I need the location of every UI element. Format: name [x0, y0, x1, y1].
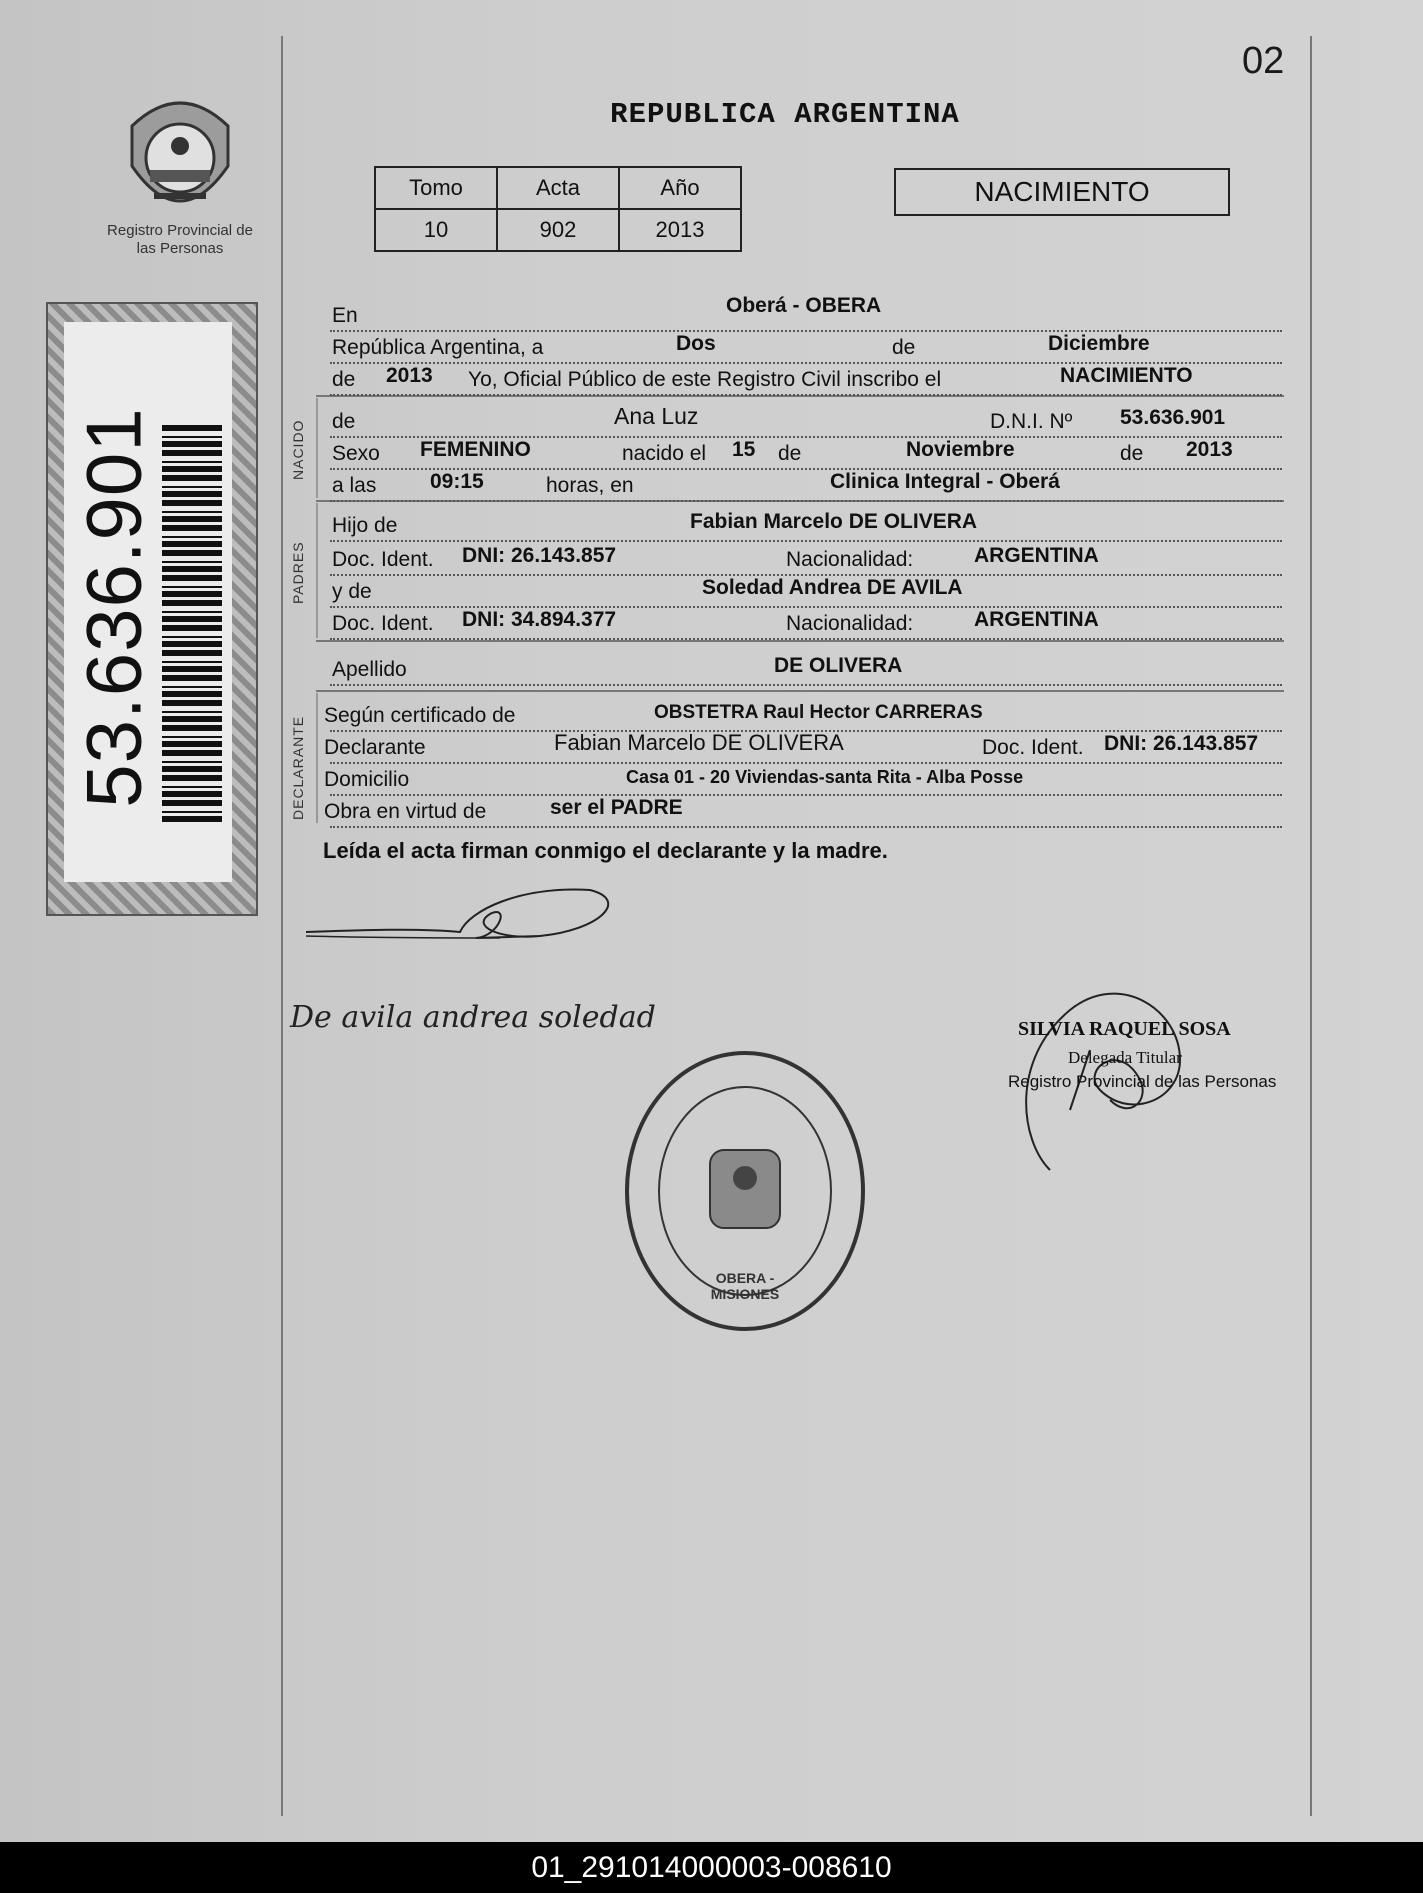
hour-value: 09:15 — [430, 470, 484, 493]
row-sex — [330, 434, 1282, 470]
declarant-signature-icon — [300, 880, 630, 960]
page-number: 02 — [1242, 40, 1285, 82]
father-name: Fabian Marcelo DE OLIVERA — [690, 510, 978, 533]
table-header-row — [375, 167, 741, 209]
birth-year: 2013 — [1186, 438, 1233, 461]
sexo-label: Sexo — [332, 442, 380, 465]
alas-label: a las — [332, 474, 377, 497]
section-bar-declarante — [316, 693, 318, 823]
table-header-tomo: Tomo — [375, 167, 497, 209]
official-org: Registro Provincial de las Personas — [1008, 1072, 1277, 1091]
row-mother-doc — [330, 604, 1282, 640]
divider-apellido-top — [316, 640, 1284, 642]
province-crest-icon — [118, 86, 242, 216]
de2-label: de — [332, 368, 356, 391]
ano-value: 2013 — [619, 209, 741, 251]
nacido-el-label: nacido el — [622, 442, 707, 465]
tomo-value: 10 — [375, 209, 497, 251]
act-type-box: NACIMIENTO — [894, 168, 1230, 216]
father-doc-label: Doc. Ident. — [332, 548, 434, 571]
barcode-icon — [162, 422, 222, 822]
row-place — [330, 296, 1282, 332]
de-label-3: de — [1120, 442, 1144, 465]
domicilio-value: Casa 01 - 20 Viviendas-santa Rita - Alba Posse — [626, 767, 1024, 787]
mother-nat: ARGENTINA — [974, 608, 1099, 631]
stub-inner — [64, 322, 232, 882]
id-stub — [46, 302, 258, 916]
sexo-value: FEMENINO — [420, 438, 531, 461]
seal-inner-text: OBERA - MISIONES — [710, 1270, 780, 1302]
month-value: Diciembre — [1048, 332, 1150, 355]
row-obra — [324, 792, 1282, 828]
father-doc: DNI: 26.143.857 — [462, 544, 617, 567]
nacido-de-label: de — [332, 410, 356, 433]
row-apellido — [330, 650, 1282, 686]
declarante-doc-label: Doc. Ident. — [982, 736, 1084, 759]
row-time-place — [330, 466, 1282, 502]
side-label-declarante: DECLARANTE — [290, 715, 306, 820]
stub-number: 53.636.901 — [69, 407, 158, 808]
row-mother — [330, 572, 1282, 608]
acta-value: 902 — [497, 209, 619, 251]
obra-value: ser el PADRE — [550, 796, 683, 819]
row-declarante — [324, 728, 1282, 764]
de-label-2: de — [778, 442, 802, 465]
left-margin-line — [281, 36, 283, 1816]
yde-label: y de — [332, 580, 372, 603]
table-row — [375, 209, 741, 251]
apellido-value: DE OLIVERA — [774, 654, 903, 677]
en-label: En — [332, 304, 358, 327]
row-father — [330, 506, 1282, 542]
closing-statement: Leída el acta firman conmigo el declarante y la madre. — [323, 838, 888, 863]
obra-label: Obra en virtud de — [324, 800, 487, 823]
cert-label: Según certificado de — [324, 704, 516, 727]
mother-doc: DNI: 34.894.377 — [462, 608, 617, 631]
side-label-nacido: NACIDO — [290, 419, 306, 480]
de-label: de — [892, 336, 916, 359]
side-label-padres: PADRES — [290, 541, 306, 604]
registry-table — [374, 166, 742, 252]
year-value: 2013 — [386, 364, 433, 387]
row-domicilio — [324, 760, 1282, 796]
official-role: Delegada Titular — [1068, 1048, 1182, 1067]
birth-month: Noviembre — [906, 438, 1015, 461]
domicilio-label: Domicilio — [324, 768, 410, 791]
birth-place: Clinica Integral - Oberá — [830, 470, 1060, 493]
place-value: Oberá - OBERA — [726, 294, 882, 317]
divider-declarante-top — [316, 690, 1284, 692]
scan-footer: 01_291014000003-008610 — [0, 1842, 1423, 1893]
child-name: Ana Luz — [614, 403, 699, 429]
declarante-doc: DNI: 26.143.857 — [1104, 732, 1259, 755]
row-year — [330, 360, 1282, 396]
official-name: SILVIA RAQUEL SOSA — [1018, 1018, 1231, 1040]
row-father-doc — [330, 540, 1282, 576]
cert-value: OBSTETRA Raul Hector CARRERAS — [654, 702, 983, 723]
right-margin-line — [1310, 36, 1312, 1816]
act-value: NACIMIENTO — [1060, 364, 1193, 387]
oficial-text: Yo, Oficial Público de este Registro Civil inscribo el — [468, 368, 942, 391]
logo-caption: Registro Provincial de las Personas — [107, 222, 253, 257]
day-value: Dos — [676, 332, 716, 355]
row-cert — [324, 696, 1282, 732]
row-date — [330, 328, 1282, 364]
table-header-acta: Acta — [497, 167, 619, 209]
hijo-label: Hijo de — [332, 514, 398, 537]
father-nat: ARGENTINA — [974, 544, 1099, 567]
mother-doc-label: Doc. Ident. — [332, 612, 434, 635]
dni-label: D.N.I. Nº — [990, 410, 1073, 433]
row-name — [330, 402, 1282, 438]
section-bar-nacido — [316, 398, 318, 498]
horas-label: horas, en — [546, 474, 634, 497]
mother-signature: De avila andrea soledad — [290, 1000, 656, 1035]
declarante-label: Declarante — [324, 736, 426, 759]
dni-value: 53.636.901 — [1120, 406, 1226, 429]
table-header-ano: Año — [619, 167, 741, 209]
father-nat-label: Nacionalidad: — [786, 548, 914, 571]
republica-label: República Argentina, a — [332, 336, 544, 359]
declarante-name: Fabian Marcelo DE OLIVERA — [554, 730, 844, 755]
page-title: REPUBLICA ARGENTINA — [610, 98, 960, 131]
mother-nat-label: Nacionalidad: — [786, 612, 914, 635]
birth-day: 15 — [732, 438, 756, 461]
mother-name: Soledad Andrea DE AVILA — [702, 576, 963, 599]
section-bar-padres — [316, 503, 318, 638]
apellido-label: Apellido — [332, 658, 407, 681]
